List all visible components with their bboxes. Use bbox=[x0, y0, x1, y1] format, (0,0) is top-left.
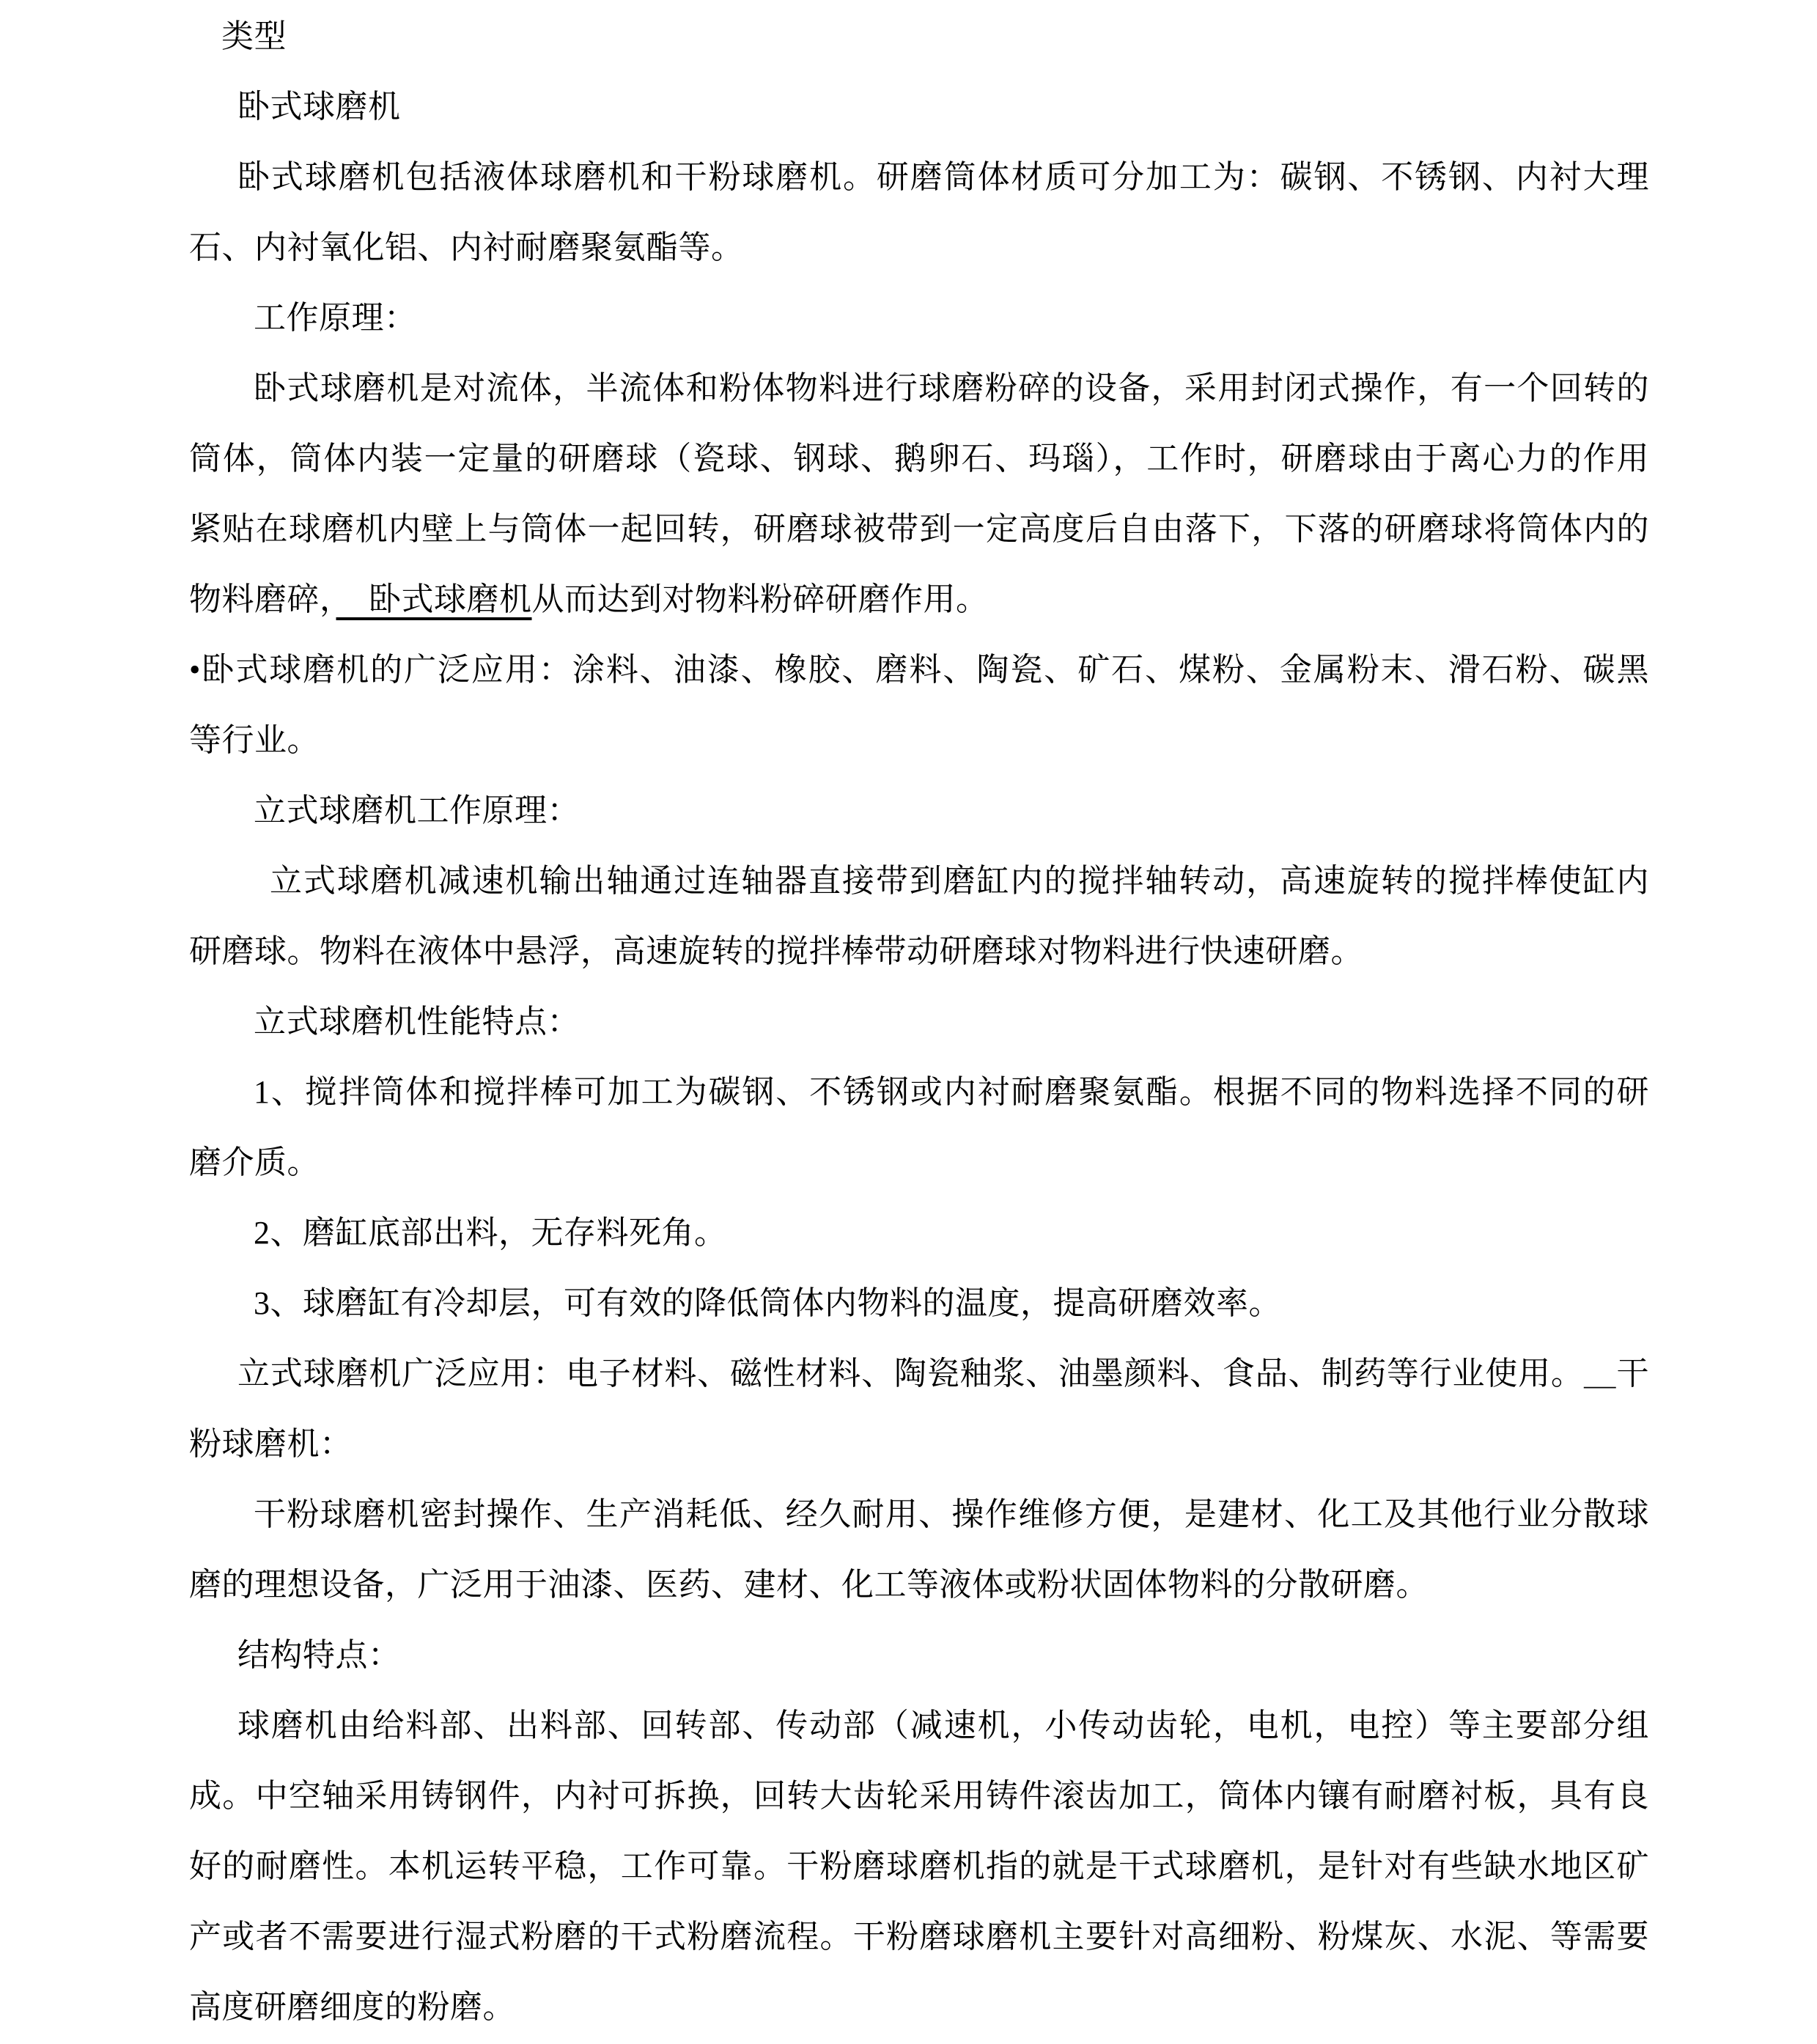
text-run: 紧贴在球磨机内壁上与筒体一起回转，研磨球被带到一定高度后自由落下，下落的研磨球将筒体内的 bbox=[189, 511, 1649, 547]
underlined-text-run: 卧式球磨机 bbox=[336, 581, 532, 617]
paragraph bbox=[189, 846, 1649, 987]
text-line bbox=[189, 1550, 1649, 1620]
text-run: 磨的理想设备，广泛用于油漆、医药、建材、化工等液体或粉状固体物料的分散研磨。 bbox=[189, 1567, 1429, 1603]
text-run: 立式球磨机性能特点： bbox=[254, 1004, 580, 1040]
text-line bbox=[189, 1268, 1649, 1339]
text-run: 卧式球磨机 bbox=[237, 89, 401, 125]
paragraph bbox=[189, 142, 1649, 283]
text-run: 好的耐磨性。本机运转平稳，工作可靠。干粉磨球磨机指的就是干式球磨机，是针对有些缺水地区矿 bbox=[189, 1848, 1649, 1884]
text-line bbox=[189, 987, 1649, 1057]
text-run: 高度研磨细度的粉磨。 bbox=[189, 1989, 515, 2025]
text-run: 磨介质。 bbox=[189, 1144, 320, 1180]
text-line bbox=[189, 213, 1649, 283]
paragraph bbox=[189, 1057, 1649, 1198]
text-run: 筒体，筒体内装一定量的研磨球（瓷球、钢球、鹅卵石、玛瑙），工作时，研磨球由于离心力的作用 bbox=[189, 441, 1649, 477]
text-run: 研磨球。物料在液体中悬浮，高速旋转的搅拌棒带动研磨球对物料进行快速研磨。 bbox=[189, 933, 1363, 969]
paragraph-heading bbox=[189, 776, 1649, 846]
text-line bbox=[189, 1339, 1649, 1409]
text-line bbox=[189, 1, 1649, 72]
text-line bbox=[189, 1831, 1649, 1902]
text-run: 1、搅拌筒体和搅拌棒可加工为碳钢、不锈钢或内衬耐磨聚氨酯。根据不同的物料选择不同的研 bbox=[254, 1074, 1649, 1110]
text-run: 卧式球磨机是对流体，半流体和粉体物料进行球磨粉碎的设备，采用封闭式操作，有一个回转的 bbox=[254, 370, 1649, 406]
text-line bbox=[189, 72, 1649, 142]
text-line bbox=[189, 1479, 1649, 1550]
text-line bbox=[189, 916, 1649, 987]
text-line bbox=[189, 424, 1649, 494]
text-line bbox=[189, 1761, 1649, 1831]
text-run: 产或者不需要进行湿式粉磨的干式粉磨流程。干粉磨球磨机主要针对高细粉、粉煤灰、水泥、等需要 bbox=[189, 1919, 1649, 1955]
text-run: 类型 bbox=[221, 18, 287, 54]
text-run: 立式球磨机广泛应用：电子材料、磁性材料、陶瓷釉浆、油墨颜料、食品、制药等行业使用。＿干 bbox=[237, 1356, 1649, 1392]
text-line bbox=[189, 776, 1649, 846]
text-line bbox=[189, 1972, 1649, 2043]
paragraph bbox=[189, 1691, 1649, 2043]
paragraph bbox=[189, 1479, 1649, 1620]
document-body bbox=[189, 1, 1649, 2043]
text-run: 立式球磨机减速机输出轴通过连轴器直接带到磨缸内的搅拌轴转动，高速旋转的搅拌棒使缸内 bbox=[270, 863, 1649, 899]
text-line bbox=[189, 635, 1649, 705]
text-run: •卧式球磨机的广泛应用：涂料、油漆、橡胶、磨料、陶瓷、矿石、煤粉、金属粉末、滑石粉、碳黑 bbox=[189, 652, 1649, 688]
text-line bbox=[189, 565, 1649, 635]
paragraph-heading bbox=[189, 283, 1649, 353]
text-line bbox=[189, 1198, 1649, 1268]
text-line bbox=[189, 283, 1649, 353]
text-run: 成。中空轴采用铸钢件，内衬可拆换，回转大齿轮采用铸件滚齿加工，筒体内镶有耐磨衬板，具有良 bbox=[189, 1778, 1649, 1814]
text-run: 石、内衬氧化铝、内衬耐磨聚氨酯等。 bbox=[189, 229, 744, 265]
text-run: 2、磨缸底部出料，无存料死角。 bbox=[254, 1215, 727, 1251]
paragraph-heading bbox=[189, 72, 1649, 142]
text-run: 等行业。 bbox=[189, 722, 320, 758]
paragraph bbox=[189, 353, 1649, 635]
text-line bbox=[189, 353, 1649, 424]
text-run: 立式球磨机工作原理： bbox=[254, 793, 580, 828]
text-line bbox=[189, 1128, 1649, 1198]
text-run: 3、球磨缸有冷却层，可有效的降低筒体内物料的温度，提高研磨效率。 bbox=[254, 1285, 1281, 1321]
text-run: 球磨机由给料部、出料部、回转部、传动部（减速机，小传动齿轮，电机，电控）等主要部分组 bbox=[237, 1707, 1649, 1743]
text-run: 工作原理： bbox=[254, 300, 417, 336]
text-line bbox=[189, 1902, 1649, 1972]
text-line bbox=[189, 705, 1649, 776]
text-line bbox=[189, 142, 1649, 213]
paragraph bbox=[189, 635, 1649, 776]
text-run: 从而达到对物料粉碎研磨作用。 bbox=[531, 581, 989, 617]
text-run: 干粉球磨机密封操作、生产消耗低、经久耐用、操作维修方便，是建材、化工及其他行业分散球 bbox=[254, 1496, 1649, 1532]
text-run: 卧式球磨机包括液体球磨机和干粉球磨机。研磨筒体材质可分加工为：碳钢、不锈钢、内衬大理 bbox=[237, 159, 1649, 195]
paragraph bbox=[189, 1268, 1649, 1339]
text-line bbox=[189, 1409, 1649, 1479]
text-line bbox=[189, 1620, 1649, 1691]
paragraph-heading bbox=[189, 987, 1649, 1057]
paragraph-heading bbox=[189, 1, 1649, 72]
text-run: 结构特点： bbox=[237, 1637, 401, 1673]
paragraph-heading bbox=[189, 1620, 1649, 1691]
text-line bbox=[189, 846, 1649, 916]
text-run: 粉球磨机： bbox=[189, 1426, 353, 1462]
text-line bbox=[189, 1691, 1649, 1761]
text-run: 物料磨碎， bbox=[189, 581, 336, 617]
text-line bbox=[189, 494, 1649, 565]
paragraph bbox=[189, 1339, 1649, 1479]
text-line bbox=[189, 1057, 1649, 1128]
paragraph bbox=[189, 1198, 1649, 1268]
